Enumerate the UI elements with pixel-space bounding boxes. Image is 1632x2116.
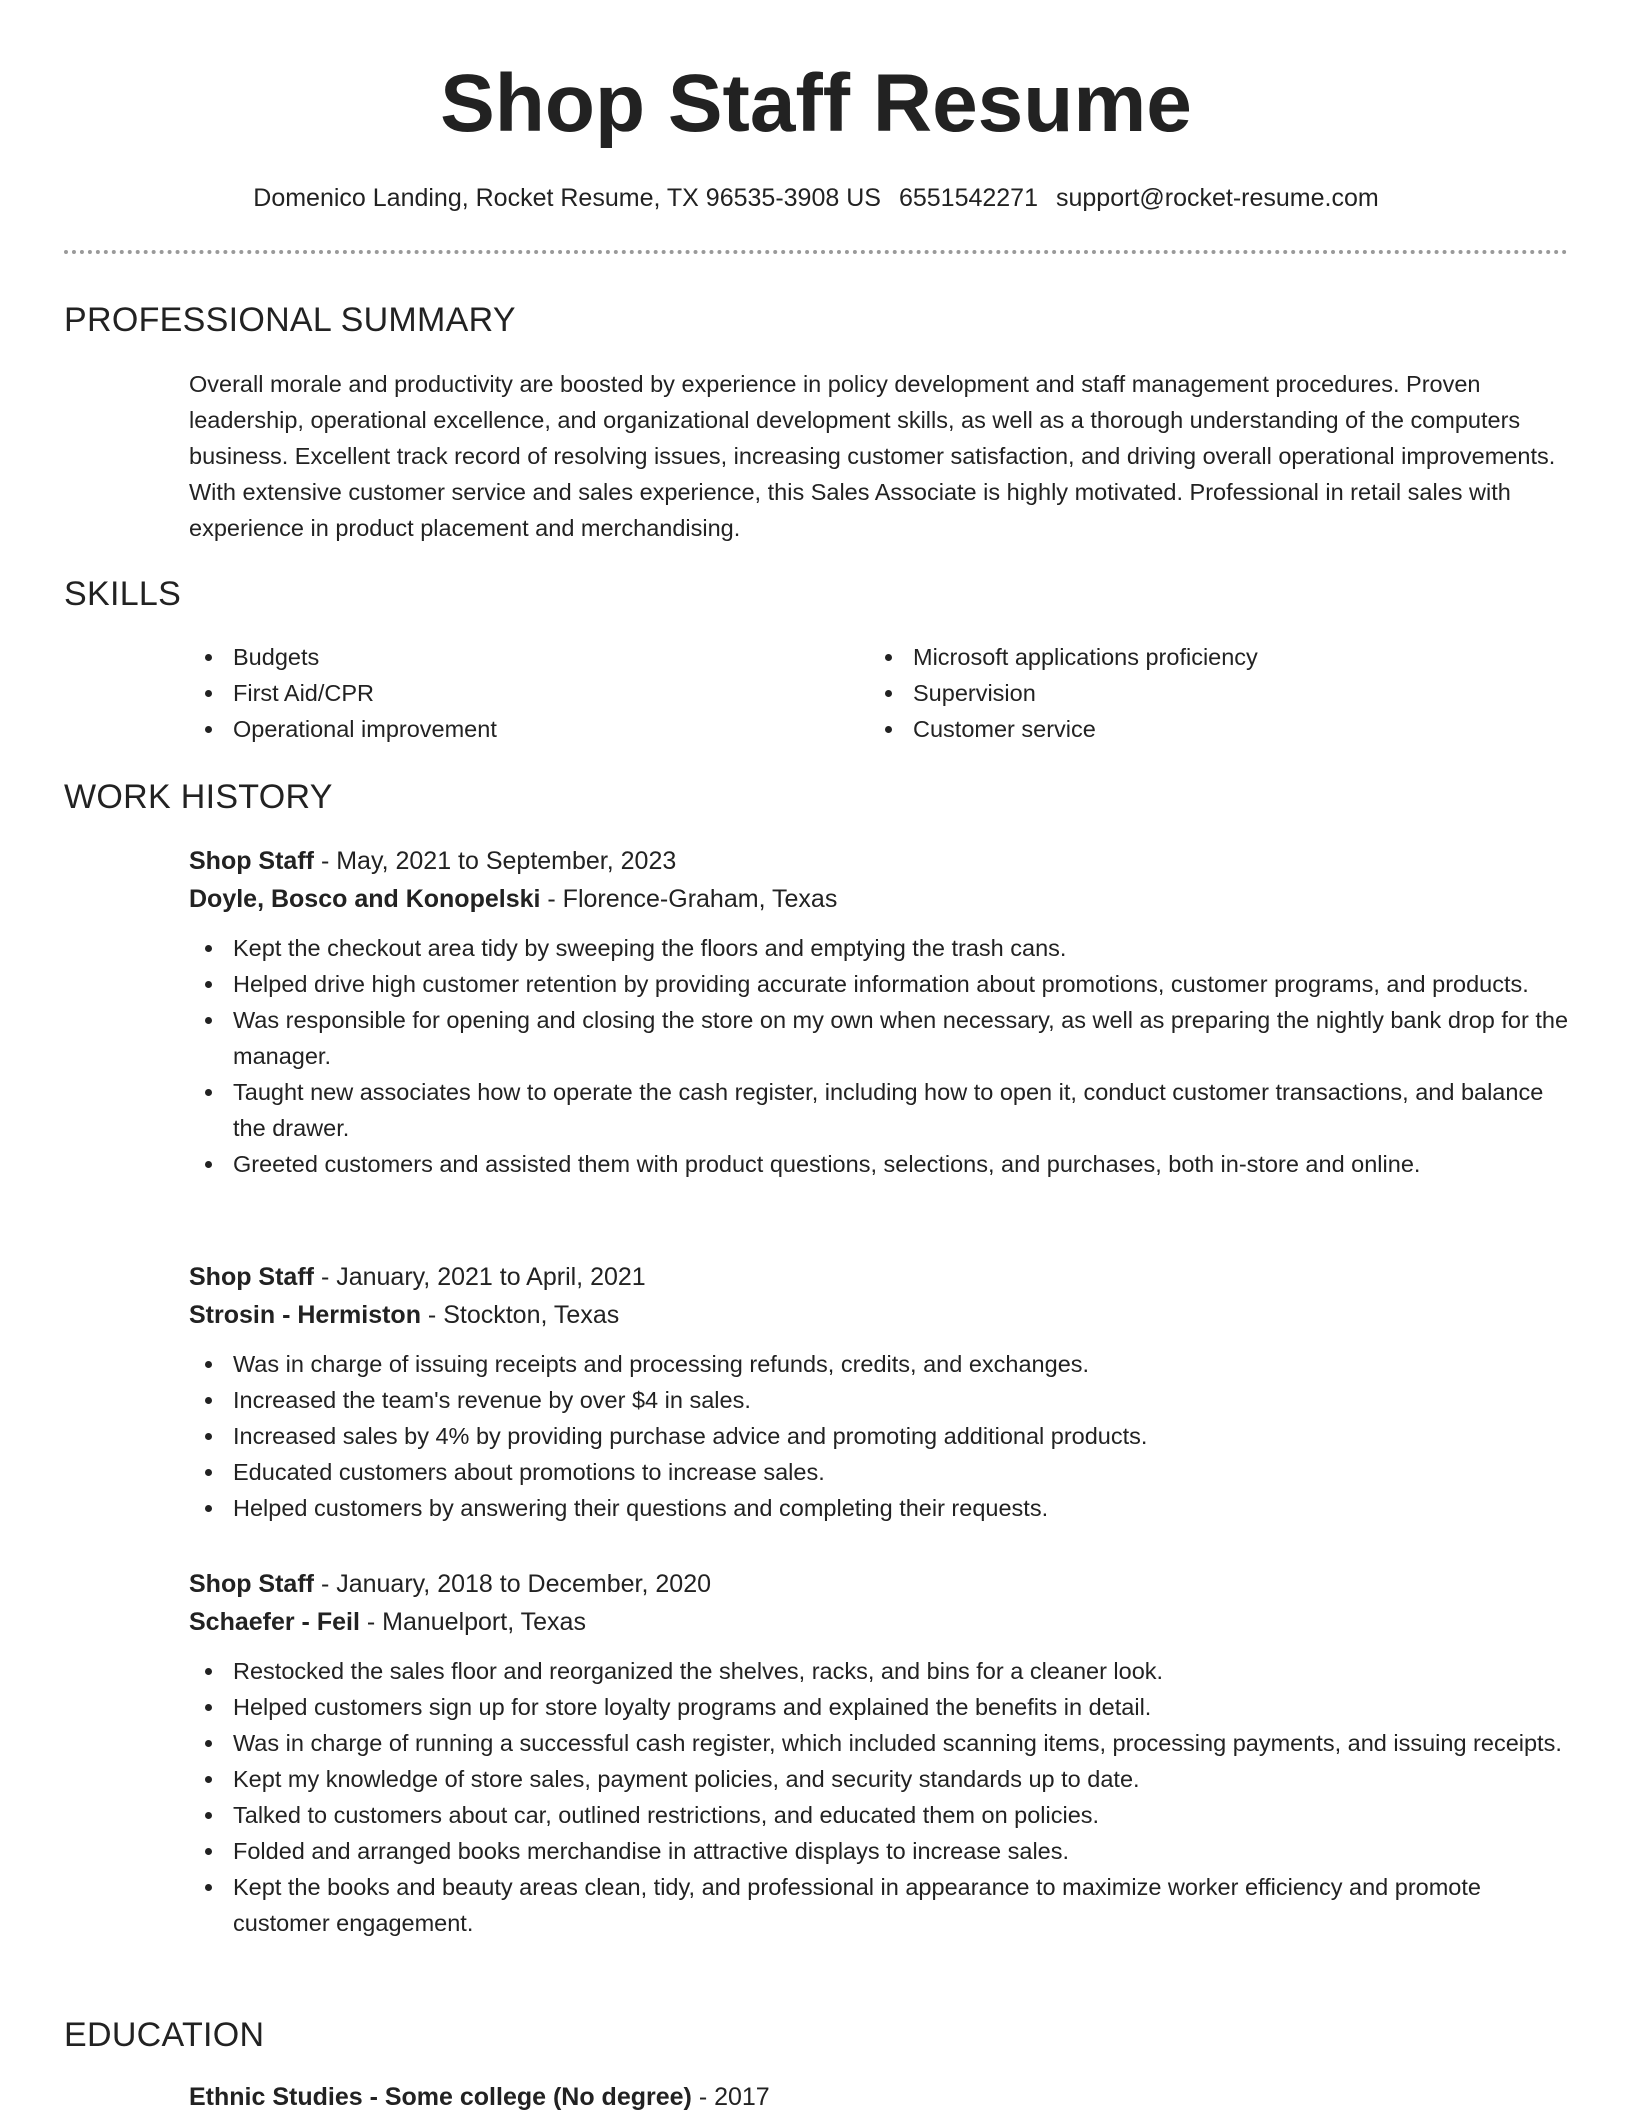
education-line [189,2078,1569,2116]
skills-section [189,639,1569,749]
education-year: - 2017 [691,2083,770,2111]
header-divider [64,250,1568,254]
skill-item: Operational improvement [189,711,849,747]
education-degree: Ethnic Studies - Some college (No degree) [189,2083,692,2111]
job-dates: - January, 2018 to December, 2020 [314,1570,711,1598]
skills-heading: SKILLS [64,575,182,613]
job-location: - Manuelport, Texas [359,1608,586,1636]
job-bullet: Helped drive high customer retention by providing accurate information about promotions, customer programs, and products. [189,966,1569,1002]
job-bullet: Was in charge of issuing receipts and processing refunds, credits, and exchanges. [189,1346,1569,1382]
job-title: Shop Staff [189,1570,314,1598]
job-company-line [189,1296,1569,1334]
job-dates: - January, 2021 to April, 2021 [314,1263,646,1291]
contact-line [0,180,1632,216]
job-bullet: Was in charge of running a successful cash register, which included scanning items, processing payments, and issuing receipts. [189,1725,1569,1761]
job-company: Strosin - Hermiston [189,1301,421,1329]
skill-item: First Aid/CPR [189,675,849,711]
skill-item: Budgets [189,639,849,675]
job-company: Doyle, Bosco and Konopelski [189,885,541,913]
job-bullet: Was responsible for opening and closing the store on my own when necessary, as well as preparing the nightly bank drop for the manager. [189,1002,1569,1074]
work-history-heading: WORK HISTORY [64,778,333,816]
job-bullet: Greeted customers and assisted them with product questions, selections, and purchases, both in-store and online. [189,1146,1569,1182]
job-entry [189,842,1569,1182]
job-bullet: Folded and arranged books merchandise in attractive displays to increase sales. [189,1833,1569,1869]
job-bullet: Increased the team's revenue by over $4 in sales. [189,1382,1569,1418]
job-bullet: Kept my knowledge of store sales, payment policies, and security standards up to date. [189,1761,1569,1797]
job-company-line [189,880,1569,918]
summary-section [189,366,1569,546]
job-entry [189,1565,1569,1941]
summary-text: Overall morale and productivity are boosted by experience in policy development and staff management procedures. Proven leadership, operational excellence, and organizational development skills, as well as a thorough understanding of the computers business. Excellent track record of resolving issues, increasing customer satisfaction, and driving overall operational improvements. With extensive customer service and sales experience, this Sales Associate is highly motivated. Professional in retail sales with experience in product placement and merchandising. [189,371,1556,541]
job-bullets [189,930,1569,1182]
job-bullet: Restocked the sales floor and reorganized the shelves, racks, and bins for a cleaner look. [189,1653,1569,1689]
contact-address: Domenico Landing, Rocket Resume, TX 96535-3908 US [253,184,881,212]
summary-heading: PROFESSIONAL SUMMARY [64,301,516,339]
skills-list-right [869,639,1549,747]
job-title: Shop Staff [189,1263,314,1291]
job-bullet: Taught new associates how to operate the cash register, including how to open it, conduct customer transactions, and balance the drawer. [189,1074,1569,1146]
job-bullet: Kept the checkout area tidy by sweeping the floors and emptying the trash cans. [189,930,1569,966]
job-title: Shop Staff [189,847,314,875]
job-bullets [189,1653,1569,1941]
job-dates: - May, 2021 to September, 2023 [314,847,677,875]
job-company: Schaefer - Feil [189,1608,360,1636]
job-bullet: Educated customers about promotions to increase sales. [189,1454,1569,1490]
job-bullet: Helped customers sign up for store loyalty programs and explained the benefits in detail. [189,1689,1569,1725]
education-section [189,2078,1569,2116]
contact-email[interactable]: support@rocket-resume.com [1056,184,1379,212]
job-entry [189,1258,1569,1526]
skill-item: Supervision [869,675,1549,711]
job-title-line [189,1258,1569,1296]
job-company-line [189,1603,1569,1641]
job-bullets [189,1346,1569,1526]
job-title-line [189,842,1569,880]
education-heading: EDUCATION [64,2016,265,2054]
job-bullet: Kept the books and beauty areas clean, tidy, and professional in appearance to maximize worker efficiency and promote customer engagement. [189,1869,1569,1941]
job-bullet: Helped customers by answering their questions and completing their requests. [189,1490,1569,1526]
contact-phone: 6551542271 [898,184,1038,212]
skill-item: Microsoft applications proficiency [869,639,1549,675]
skill-item: Customer service [869,711,1549,747]
job-bullet: Increased sales by 4% by providing purchase advice and promoting additional products. [189,1418,1569,1454]
resume-title: Shop Staff Resume [440,58,1192,149]
job-location: - Florence-Graham, Texas [540,885,838,913]
job-title-line [189,1565,1569,1603]
job-bullet: Talked to customers about car, outlined restrictions, and educated them on policies. [189,1797,1569,1833]
skills-list-left [189,639,849,747]
job-location: - Stockton, Texas [420,1301,620,1329]
